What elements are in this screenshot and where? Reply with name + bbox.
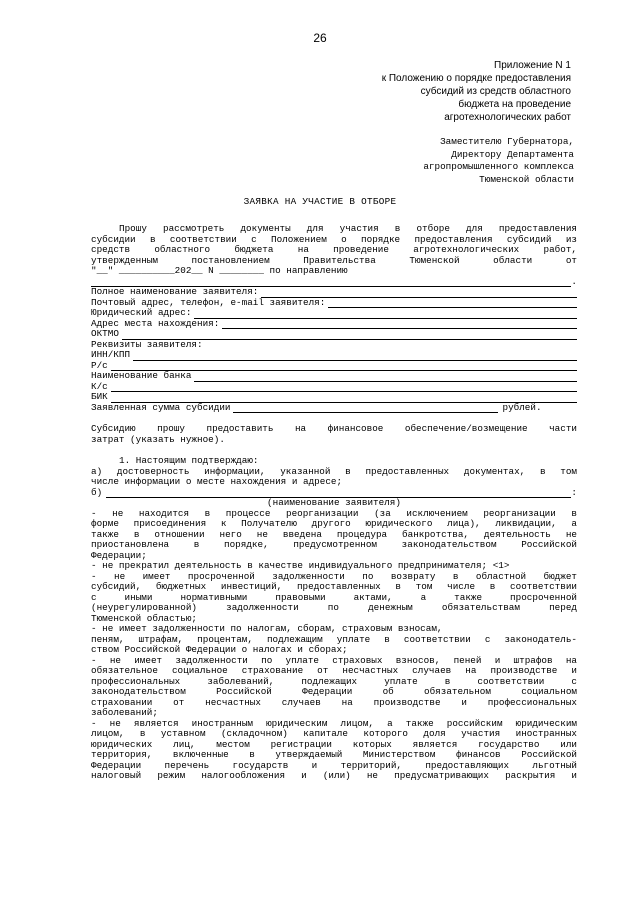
appendix-line: субсидий из средств областного bbox=[420, 86, 571, 97]
appendix-line: Приложение N 1 bbox=[494, 60, 571, 71]
field-oktmo[interactable]: ОКТМО bbox=[91, 329, 577, 340]
request-line: затрат (указать нужное). bbox=[91, 433, 225, 445]
confirm-title: 1. Настоящим подтверждаю: bbox=[119, 455, 259, 466]
direction-field[interactable]: . bbox=[91, 277, 577, 288]
field-applicant-name[interactable]: б) : bbox=[91, 486, 577, 498]
intro-line: "__" __________202__ N ________ по направлению bbox=[91, 265, 348, 276]
field-bik[interactable]: БИК bbox=[91, 392, 577, 403]
page-number: 26 bbox=[313, 31, 327, 45]
confirm-a-line: числе информации о месте нахождения и адресе; bbox=[91, 476, 343, 487]
appendix-line: агротехнологических работ bbox=[444, 112, 571, 123]
applicant-caption: (наименование заявителя) bbox=[267, 497, 401, 508]
field-account[interactable]: Р/с bbox=[91, 361, 577, 372]
addressee-line: Тюменской области bbox=[479, 173, 574, 185]
intro-line: средств областного бюджета на проведение агротехнологических работ, bbox=[91, 245, 577, 255]
bullet-overdue-debt: - не имеет просроченной задолженности по возврату в областной бюджет субсидий, бюджетных инвестиций, предоставленных в том числе в соответствии с иными нормативными правовыми актами, а также просроченной (неурегулированной) задолженности по денежным обязательствам перед Тюменской областью; bbox=[91, 571, 577, 624]
field-full-name[interactable]: Полное наименование заявителя: bbox=[91, 287, 577, 298]
appendix-line: бюджета на проведение bbox=[458, 99, 571, 110]
addressee-line: Директору Департамента bbox=[451, 148, 574, 160]
intro-line: утвержденным постановлением Правительства Тюменской области от bbox=[91, 255, 577, 266]
bullet-reorganization: - не находится в процессе реорганизации (за исключением реорганизации в форме присоединения к Получателю другого юридического лица), ликвидации, а также в отношении него не введена процедура банкротства, деятельность не приостановлена в порядке, предусмотренном законодательством Российской Федерации; bbox=[91, 508, 577, 561]
bullet-insurance-debt: - не имеет задолженности по уплате страховых взносов, пеней и штрафов на обязательное социальное страхование от несчастных случаев на производстве и профессиональных заболеваний, подлежащих уплате в соответствии с законодательством Российской Федерации об обязательном социальном страховании от несчастных случаев на производстве и профессиональных заболеваний; bbox=[91, 655, 577, 718]
field-location-address[interactable]: Адрес места нахождения: bbox=[91, 319, 577, 330]
bullet-entrepreneur: - не прекратил деятельность в качестве индивидуального предпринимателя; <1> bbox=[91, 560, 510, 571]
bullet-tax-debt: - не имеет задолженности по налогам, сборам, страховым взносам, пеням, штрафам, процентам, подлежащим уплате в соответствии с законодатель- ством Российской Федерации о налогах и сборах; bbox=[91, 623, 577, 655]
field-bank-name[interactable]: Наименование банка bbox=[91, 371, 577, 382]
field-postal-address[interactable]: Почтовый адрес, телефон, e-mail заявителя: bbox=[91, 298, 577, 309]
application-form bbox=[91, 224, 577, 782]
request-line: Субсидию прошу предоставить на финансовое обеспечение/возмещение части bbox=[91, 424, 577, 434]
appendix-line: к Положению о порядке предоставления bbox=[381, 73, 571, 84]
field-inn-kpp[interactable]: ИНН/КПП bbox=[91, 350, 577, 361]
field-corr-account[interactable]: К/с bbox=[91, 382, 577, 393]
appendix-header bbox=[382, 59, 571, 124]
document-title: ЗАЯВКА НА УЧАСТИЕ В ОТБОРЕ bbox=[243, 196, 397, 207]
addressee-block bbox=[423, 137, 574, 187]
requisites-title: Реквизиты заявителя: bbox=[91, 338, 203, 350]
field-legal-address[interactable]: Юридический адрес: bbox=[91, 308, 577, 319]
confirm-a-line: а) достоверность информации, указанной в предоставленных документах, в том bbox=[91, 466, 577, 477]
intro-line: Прошу рассмотреть документы для участия в отборе для предоставления bbox=[119, 224, 577, 234]
addressee-line: Заместителю Губернатора, bbox=[440, 136, 574, 147]
intro-line: субсидии в соответствии с Положением о порядке предоставления субсидий из bbox=[91, 234, 577, 245]
field-subsidy-amount[interactable]: Заявленная сумма субсидии рублей. bbox=[91, 401, 542, 413]
bullet-foreign-entity: - не является иностранным юридическим лицом, а также российским юридическим лицом, в уставном (складочном) капитале которого доля участия иностранных юридических лиц, местом регистрации которых является государство или территория, включенные в утверждаемый Министерством финансов Российской Федерации перечень государств и территорий, предоставляющих льготный налоговый режим налогообложения и (или) не предусматривающих раскрытия и bbox=[91, 718, 577, 781]
addressee-line: агропромышленного комплекса bbox=[423, 161, 574, 172]
